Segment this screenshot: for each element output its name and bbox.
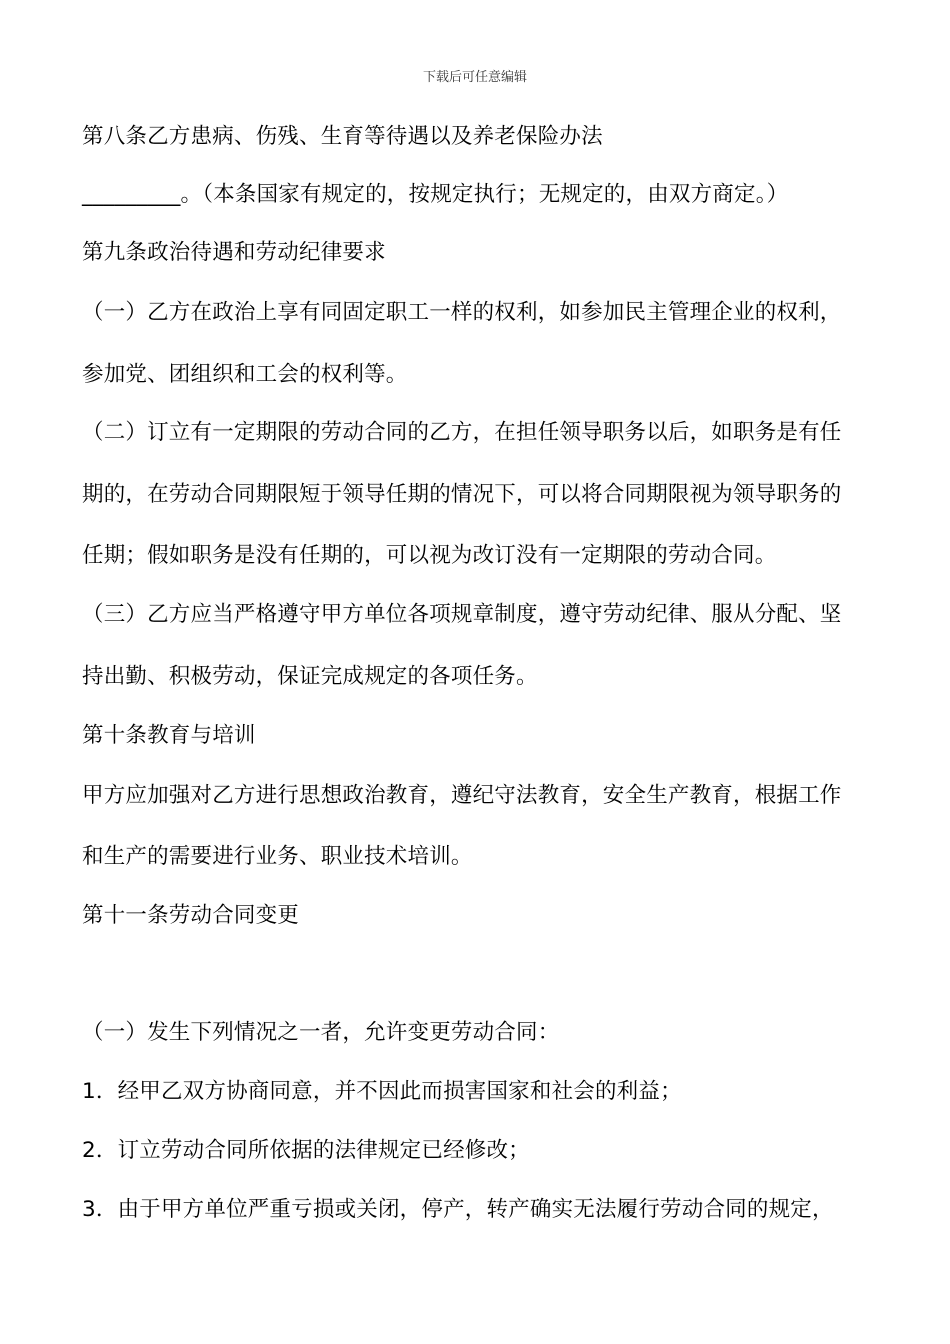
article-9-clause-3-line-1: （三）乙方应当严格遵守甲方单位各项规章制度，遵守劳动纪律、服从分配、坚 xyxy=(82,602,842,627)
article-9-clause-1-line-2: 参加党、团组织和工会的权利等。 xyxy=(82,362,408,387)
article-9-clause-2-line-1: （二）订立有一定期限的劳动合同的乙方，在担任领导职务以后，如职务是有任 xyxy=(82,420,842,445)
article-9-clause-2-line-3: 任期；假如职务是没有任期的，可以视为改订没有一定期限的劳动合同。 xyxy=(82,543,777,568)
article-8-title: 第八条乙方患病、伤残、生育等待遇以及养老保险办法 xyxy=(82,124,603,149)
header-note: 下载后可任意编辑 xyxy=(422,70,527,85)
article-9-title: 第九条政治待遇和劳动纪律要求 xyxy=(82,240,386,265)
article-11-item-2: 2．订立劳动合同所依据的法律规定已经修改； xyxy=(82,1138,530,1163)
article-10-body-line-2: 和生产的需要进行业务、职业技术培训。 xyxy=(82,844,473,869)
article-11-title: 第十一条劳动合同变更 xyxy=(82,903,300,928)
article-9-clause-3-line-2: 持出勤、积极劳动，保证完成规定的各项任务。 xyxy=(82,664,538,689)
article-11-item-1: 1．经甲乙双方协商同意，并不因此而损害国家和社会的利益； xyxy=(82,1079,682,1104)
article-9-clause-2-line-2: 期的，在劳动合同期限短于领导任期的情况下，可以将合同期限视为领导职务的 xyxy=(82,482,842,507)
article-10-title: 第十条教育与培训 xyxy=(82,723,256,748)
article-11-clause-1: （一）发生下列情况之一者，允许变更劳动合同： xyxy=(82,1020,560,1045)
article-9-clause-1-line-1: （一）乙方在政治上享有同固定职工一样的权利，如参加民主管理企业的权利， xyxy=(82,300,842,325)
article-10-body-line-1: 甲方应加强对乙方进行思想政治教育，遵纪守法教育，安全生产教育，根据工作 xyxy=(82,783,842,808)
article-11-item-3: 3．由于甲方单位严重亏损或关闭，停产，转产确实无法履行劳动合同的规定， xyxy=(82,1197,834,1222)
article-8-body: _________。（本条国家有规定的，按规定执行；无规定的，由双方商定。） xyxy=(82,182,789,207)
